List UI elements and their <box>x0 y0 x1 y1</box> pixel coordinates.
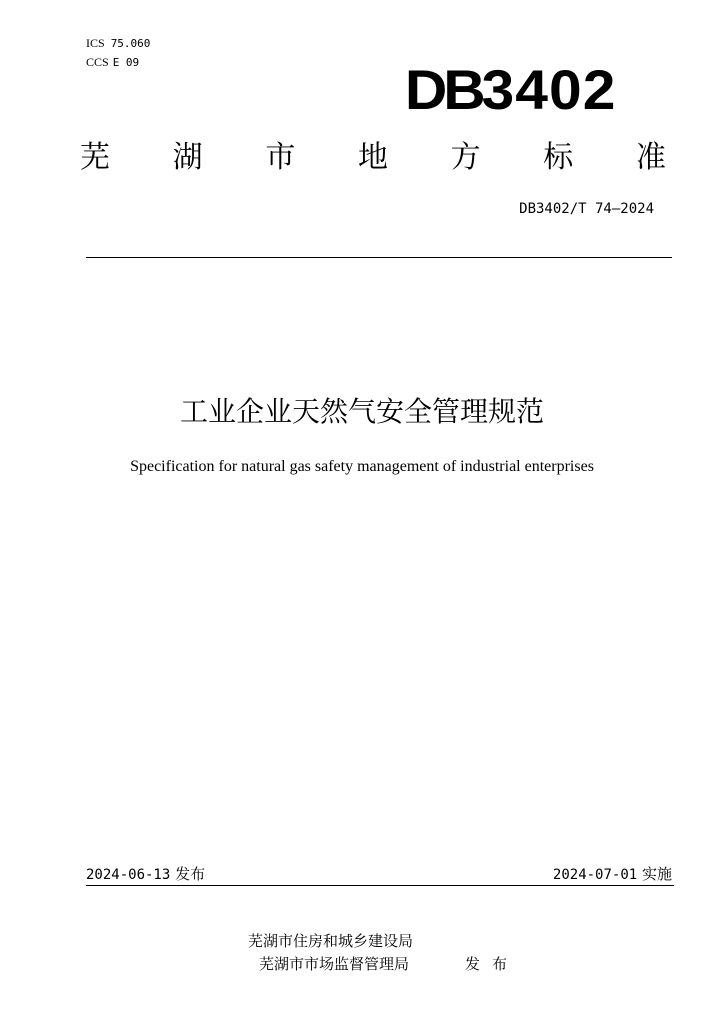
document-title-chinese: 工业企业天然气安全管理规范 <box>179 395 544 428</box>
top-divider <box>86 257 672 258</box>
standard-category-title <box>80 140 666 176</box>
publish-date-value: 2024-06-13 <box>86 867 171 883</box>
logo-db: DB <box>404 58 481 121</box>
implement-date-value: 2024-07-01 <box>552 867 638 883</box>
logo-number: 3402 <box>480 58 616 121</box>
ics-code <box>86 36 150 51</box>
standard-name-char: 标 <box>543 140 574 175</box>
db-standard-logo <box>404 60 616 120</box>
standard-name-char: 湖 <box>172 140 203 175</box>
ics-value: 75.060 <box>110 37 151 50</box>
implement-label: 实施 <box>641 865 672 883</box>
issuer-market-bureau: 芜湖市市场监督管理局 <box>259 955 410 973</box>
implement-date <box>553 864 672 885</box>
bottom-divider <box>86 885 674 886</box>
standard-name-char: 准 <box>635 140 666 175</box>
document-title-english: Specification for natural gas safety management of industrial enterprises <box>130 458 594 475</box>
ccs-value: E 09 <box>112 56 140 69</box>
issued-label: 发布 <box>465 955 520 973</box>
standard-name-char: 方 <box>450 140 481 175</box>
standard-name-char: 芜 <box>80 140 110 175</box>
issuer-housing-bureau: 芜湖市住房和城乡建设局 <box>248 932 414 950</box>
ccs-code <box>86 55 139 70</box>
ics-label: ICS <box>86 36 105 50</box>
publish-label: 发布 <box>175 865 206 883</box>
standard-name-char: 地 <box>357 140 388 175</box>
ccs-label: CCS <box>86 55 109 69</box>
standard-code: DB3402/T 74—2024 <box>519 201 654 217</box>
publish-date <box>86 864 205 885</box>
standard-name-char: 市 <box>265 140 296 175</box>
